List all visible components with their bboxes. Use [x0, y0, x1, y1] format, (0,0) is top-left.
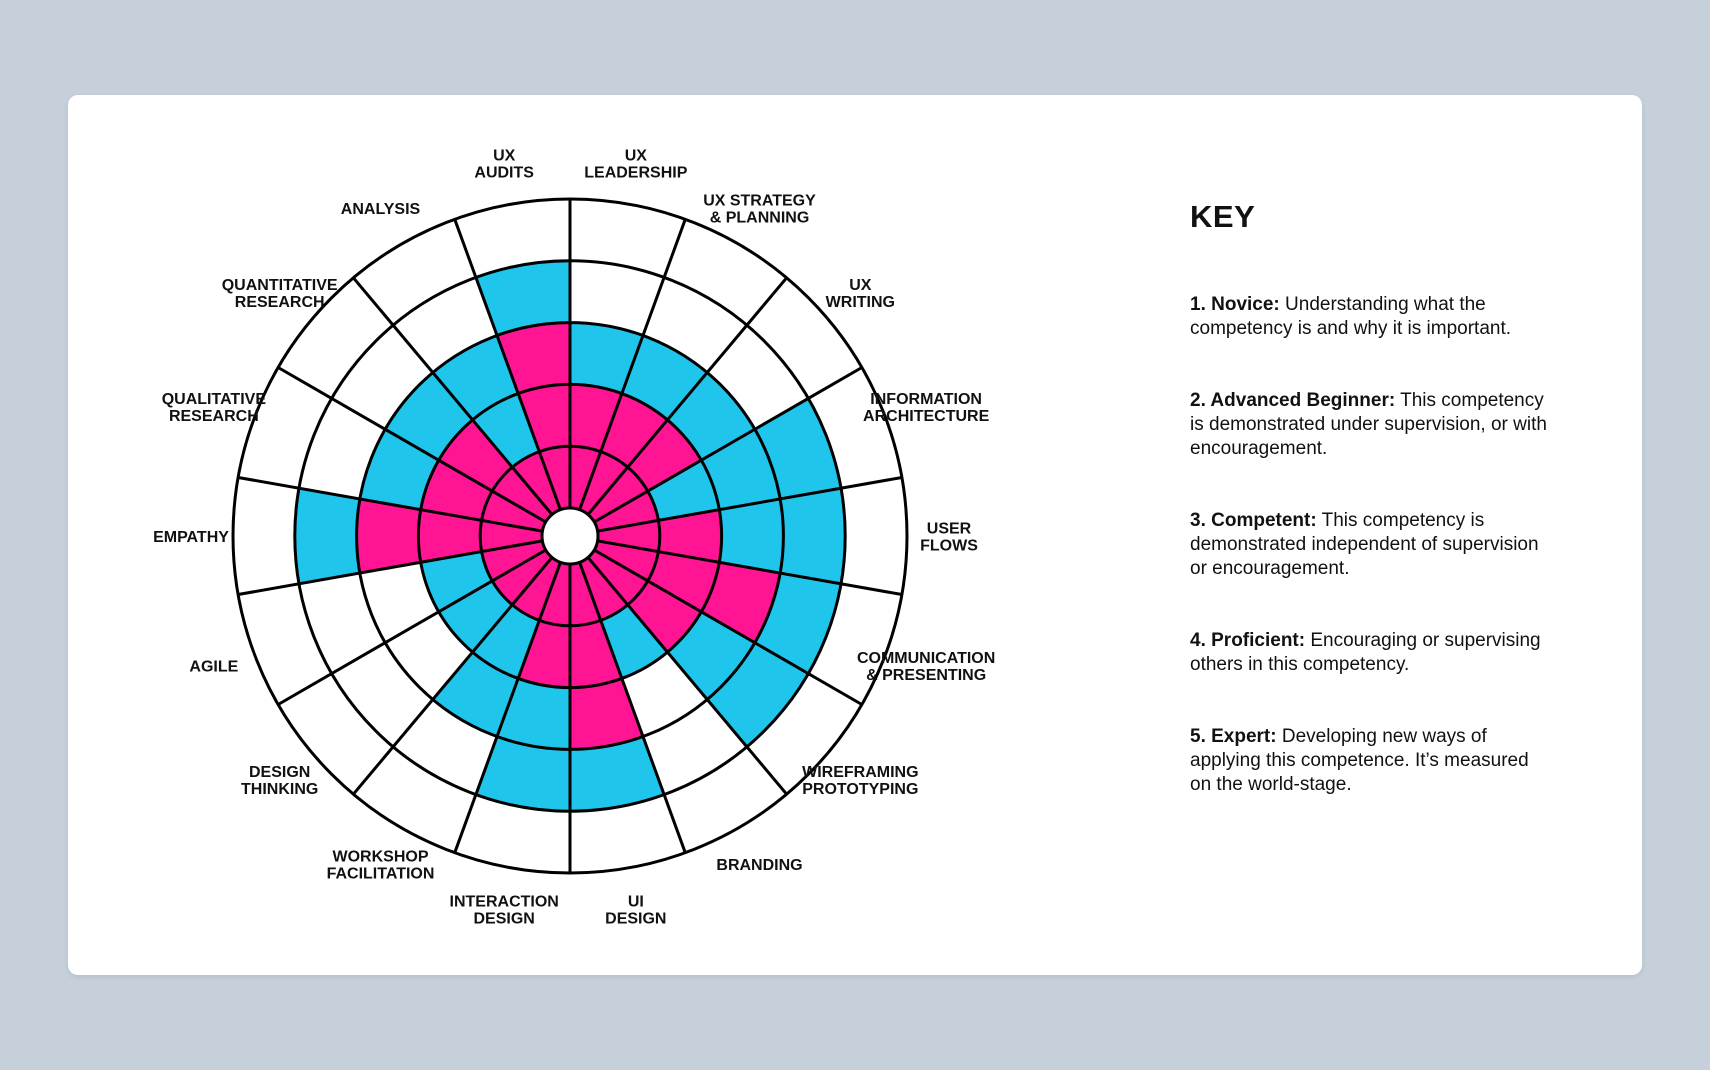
- key-item-competent: [1190, 509, 1550, 581]
- segment-label-line: WORKSHOP: [332, 848, 429, 866]
- segment-label-line: AGILE: [189, 658, 239, 676]
- key-item-proficient: [1190, 629, 1550, 677]
- key-desc: Developing new ways of applying this competence. It’s measured on the world-stage.: [1190, 726, 1529, 795]
- segment-label: [584, 147, 687, 181]
- segment-label: [863, 391, 990, 425]
- segment-label-line: WRITING: [825, 293, 895, 311]
- segment-label-line: UX: [624, 147, 647, 165]
- segment-label: [802, 764, 918, 798]
- segment-label-line: INFORMATION: [870, 390, 982, 408]
- segment-label: [341, 201, 421, 218]
- segment-label-line: & PLANNING: [709, 209, 810, 227]
- wheel-ring: [542, 508, 598, 564]
- segment-label-line: COMMUNICATION: [856, 650, 996, 668]
- key-item-advanced-beginner: [1190, 389, 1550, 461]
- segment-label-line: WIREFRAMING: [802, 764, 919, 782]
- card: [68, 95, 1642, 975]
- segment-label: [716, 857, 802, 874]
- segment-label: [241, 764, 318, 798]
- segment-label-line: & PRESENTING: [866, 667, 987, 685]
- key-term: 4. Proficient:: [1190, 630, 1306, 651]
- wheel-cell: [841, 477, 907, 594]
- segment-label-line: USER: [926, 520, 972, 538]
- key-term: 5. Expert:: [1190, 726, 1277, 747]
- segment-label: [826, 277, 895, 311]
- segment-label-line: PROTOTYPING: [802, 781, 919, 799]
- segment-label-line: DESIGN: [473, 910, 535, 928]
- wheel-cell: [357, 499, 421, 573]
- segment-label: [327, 849, 435, 883]
- key-title: KEY: [1190, 199, 1256, 234]
- key-item-expert: [1190, 725, 1550, 797]
- key-desc: This competency is demonstrated under supervision, or with encouragement.: [1190, 390, 1547, 459]
- segment-label: [222, 277, 338, 311]
- segment-label: [857, 650, 995, 684]
- segment-label-line: UX: [849, 276, 872, 294]
- competency-wheel-chart: [68, 95, 1168, 975]
- key-item-novice: [1190, 293, 1550, 341]
- key-desc: This competency is demonstrated independent of supervision or encouragement.: [1190, 510, 1539, 579]
- segment-label-line: EMPATHY: [153, 529, 229, 546]
- segment-label: [153, 529, 229, 546]
- segment-label-line: UI: [627, 893, 644, 911]
- segment-label-line: QUALITATIVE: [161, 390, 267, 408]
- segment-label: [605, 894, 666, 928]
- segment-label-line: AUDITS: [474, 164, 534, 182]
- key-term: 1. Novice:: [1190, 294, 1280, 315]
- segment-label: [920, 521, 978, 555]
- segment-label-line: RESEARCH: [168, 407, 259, 425]
- wheel-cell: [780, 488, 845, 584]
- key-term: 2. Advanced Beginner:: [1190, 390, 1396, 411]
- segment-label-line: DESIGN: [605, 910, 667, 928]
- segment-label-line: UX: [493, 147, 516, 165]
- segment-label-line: THINKING: [241, 781, 319, 799]
- wheel-cell: [233, 477, 299, 594]
- segment-label-line: ANALYSIS: [340, 200, 421, 218]
- segment-label-line: ARCHITECTURE: [863, 407, 990, 425]
- segment-label: [450, 894, 559, 928]
- segment-label-line: DESIGN: [248, 764, 311, 782]
- wheel-cell: [719, 499, 783, 573]
- key-term: 3. Competent:: [1190, 510, 1317, 531]
- segment-label: [474, 147, 534, 181]
- key-desc: Understanding what the competency is and why it is important.: [1190, 294, 1512, 339]
- segment-label-line: INTERACTION: [449, 893, 559, 911]
- key-panel: [1190, 199, 1550, 845]
- segment-label-line: BRANDING: [716, 857, 803, 875]
- segment-label-line: RESEARCH: [234, 293, 325, 311]
- wheel-cell: [295, 488, 360, 584]
- key-desc: Encouraging or supervising others in this competency.: [1190, 630, 1541, 675]
- segment-label-line: FACILITATION: [326, 865, 435, 883]
- segment-label-line: UX STRATEGY: [703, 192, 816, 210]
- segment-label-line: LEADERSHIP: [584, 164, 688, 182]
- segment-label: [189, 659, 238, 676]
- segment-label-line: QUANTITATIVE: [221, 276, 338, 294]
- segment-label-line: FLOWS: [920, 537, 978, 555]
- segment-label: [162, 391, 267, 425]
- segment-label: [703, 192, 816, 226]
